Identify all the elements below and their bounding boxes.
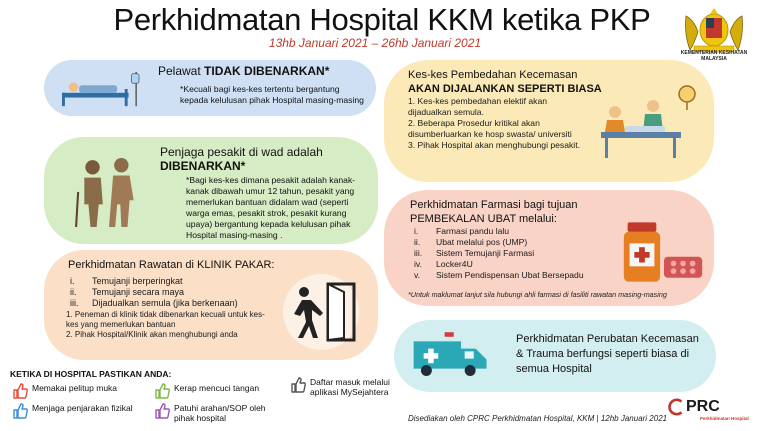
pharmacy-card [384, 190, 714, 306]
elderly-walking-icon [66, 157, 152, 229]
visitors-note: *Kecuali bagi kes-kes tertentu bergantung kepada kelulusan pihak Hospital masing-masing [180, 84, 364, 105]
date-range: 13hb Januari 2021 – 26hb Januari 2021 [268, 36, 482, 50]
pharmacy-note: *Untuk maklumat lanjut sila hubungi ahli farmasi di fasiliti rawatan masing-masing [408, 290, 667, 299]
caregivers-card [44, 137, 378, 244]
list-item: ii. Ubat melalui pos (UMP) [414, 237, 528, 247]
must-do-item: Daftar masuk melalui aplikasi MySejahtera [290, 377, 400, 397]
surgery-icon [594, 84, 706, 164]
must-do-item: Patuhi arahan/SOP oleh pihak hospital [154, 403, 278, 423]
list-item: i. Farmasi pandu lalu [414, 226, 510, 236]
specialist-list [70, 276, 280, 309]
visitors-card [44, 60, 376, 116]
door-exit-icon [276, 272, 366, 352]
crest-caption: KEMENTERIAN KESIHATAN MALAYSIA [680, 50, 748, 62]
must-do-item: Kerap mencuci tangan [154, 383, 284, 399]
thumbs-up-icon [12, 383, 28, 399]
ambulance-icon [410, 332, 492, 378]
cprc-logo-icon [668, 398, 686, 416]
pharmacy-list [414, 226, 634, 281]
page-title: Perkhidmatan Hospital KKM ketika PKP [113, 2, 651, 37]
must-do-title: KETIKA DI HOSPITAL PASTIKAN ANDA: [10, 369, 172, 379]
hospital-bed-icon [58, 70, 144, 108]
list-item: iii. Dijadualkan semula (jika berkenaan) [70, 298, 238, 308]
surgery-card [384, 60, 714, 182]
cprc-logo-sub: Perkhidmatan Hospital [700, 416, 749, 421]
must-do-item: Menjaga penjarakan fizikal [12, 403, 152, 419]
must-do-item: Memakai pelitup muka [12, 383, 142, 399]
surgery-list [408, 96, 584, 151]
note-item: 2. Pihak Hospital/Klinik akan menghubungi anda [66, 330, 238, 339]
list-item: i. Temujanji berperingkat [70, 276, 183, 286]
caregivers-heading-bold: DIBENARKAN* [160, 159, 246, 173]
specialist-heading: Perkhidmatan Rawatan di KLINIK PAKAR: [68, 259, 275, 271]
visitors-heading-prefix: Pelawat [158, 64, 201, 78]
list-item: 3. Pihak Hospital akan menghubungi pesakit. [408, 140, 580, 150]
list-item: v. Sistem Pendispensan Ubat Bersepadu [414, 270, 584, 280]
medicine-bottle-icon [620, 218, 706, 286]
emergency-text: Perkhidmatan Perubatan Kecemasan & Trauma berfungsi seperti biasa di semua Hospital [516, 333, 699, 375]
surgery-heading: Kes-kes Pembedahan Kecemasan [408, 69, 578, 81]
note-item: 1. Peneman di klinik tidak dibenarkan kecuali untuk kes-kes yang memerlukan bantuan [66, 310, 265, 329]
credit-line: Disediakan oleh CPRC Perkhidmatan Hospital, KKM | 12hb Januari 2021 [408, 414, 668, 423]
caregivers-note: *Bagi kes-kes dimana pesakit adalah kanak-kanak dibawah umur 12 tahun, pesakit yang memerlukan bantuan didalam wad (seperti warga emas, pesakit strok, pesakit kurang upaya) bergantung kepada kelulusan pihak Hospital masing-masing . [186, 175, 356, 240]
specialist-notes [66, 310, 266, 340]
visitors-heading-bold: TIDAK DIBENARKAN* [204, 64, 330, 78]
list-item: iii. Sistem Temujanji Farmasi [414, 248, 535, 258]
cprc-logo-text: PRC [686, 398, 720, 415]
pharmacy-heading: Perkhidmatan Farmasi bagi tujuan [410, 199, 578, 211]
surgery-heading-bold: AKAN DIJALANKAN SEPERTI BIASA [408, 83, 602, 95]
list-item: 1. Kes-kes pembedahan elektif akan dijadualkan semula. [408, 96, 548, 117]
specialist-clinic-card [44, 250, 378, 360]
thumbs-up-icon [154, 403, 170, 419]
thumbs-up-icon [290, 377, 306, 393]
pharmacy-heading2: PEMBEKALAN UBAT melalui: [410, 213, 557, 225]
caregivers-heading-prefix: Penjaga pesakit di wad adalah [160, 145, 323, 159]
thumbs-up-icon [12, 403, 28, 419]
list-item: iv. Locker4U [414, 259, 473, 269]
thumbs-up-icon [154, 383, 170, 399]
emergency-card [394, 320, 716, 392]
list-item: 2. Beberapa Prosedur kritikal akan disumberluarkan ke hosp swasta/ universiti [408, 118, 572, 139]
list-item: ii. Temujanji secara maya [70, 287, 185, 297]
